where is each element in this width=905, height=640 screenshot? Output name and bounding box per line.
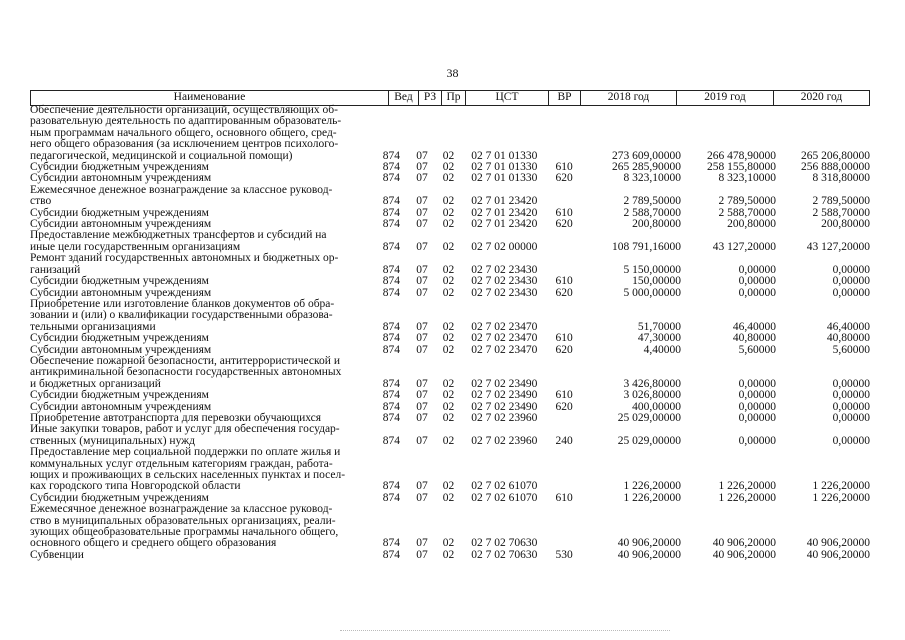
table-row <box>30 447 870 493</box>
row-pr: 02 <box>442 389 455 402</box>
row-2018: 1 226,20000 <box>623 480 681 493</box>
row-2020: 40 906,20000 <box>806 537 871 550</box>
row-name-line: ным программам начального общего, основного общего, сред- <box>30 126 337 139</box>
row-pr: 02 <box>442 195 455 208</box>
header-rz: РЗ <box>419 91 442 105</box>
row-rz: 07 <box>416 149 428 162</box>
table-row <box>30 550 870 561</box>
row-pr: 02 <box>442 149 455 162</box>
row-2019: 0,00000 <box>738 389 776 402</box>
row-pr: 02 <box>442 400 455 413</box>
row-2019: 0,00000 <box>738 411 776 424</box>
row-2019: 43 127,20000 <box>712 240 776 253</box>
row-cst: 02 7 02 23960 <box>471 434 538 447</box>
row-rz: 07 <box>416 332 428 345</box>
row-2020: 0,00000 <box>832 286 871 299</box>
row-ved: 874 <box>382 240 401 253</box>
row-2020: 40 906,20000 <box>806 548 871 561</box>
row-ved: 874 <box>382 172 401 185</box>
row-2020: 2 588,70000 <box>812 206 871 219</box>
row-name-line: тельными организациями <box>30 320 156 333</box>
row-rz: 07 <box>416 172 428 185</box>
row-2019: 0,00000 <box>738 286 776 299</box>
row-cst: 02 7 02 23960 <box>471 411 538 424</box>
row-name <box>30 230 381 253</box>
row-pr: 02 <box>442 286 455 299</box>
row-pr: 02 <box>442 434 455 447</box>
row-name-line: коммунальных услуг отдельным категориям граждан, работа- <box>30 457 333 470</box>
row-pr: 02 <box>442 411 455 424</box>
row-cst: 02 7 02 61070 <box>471 480 538 493</box>
row-pr: 02 <box>442 263 455 276</box>
row-ved: 874 <box>382 149 401 162</box>
row-2019: 2 588,70000 <box>718 206 776 219</box>
row-2019: 40 906,20000 <box>712 537 776 550</box>
row-rz: 07 <box>416 218 428 231</box>
row-pr: 02 <box>442 537 455 550</box>
row-cst: 02 7 02 23490 <box>471 377 538 390</box>
row-2019: 8 323,10000 <box>718 172 776 185</box>
row-rz: 07 <box>416 377 428 390</box>
row-2018: 51,70000 <box>637 320 681 333</box>
row-name <box>30 390 381 401</box>
row-2019: 0,00000 <box>738 434 776 447</box>
table-row <box>30 185 870 208</box>
row-2019: 0,00000 <box>738 400 776 413</box>
row-name-line: антикриминальной безопасности государственных автономных <box>30 366 342 379</box>
row-name-line: основного общего и среднего общего образования <box>30 537 277 550</box>
row-pr: 02 <box>442 343 455 356</box>
row-2018: 47,30000 <box>637 332 681 345</box>
row-2020: 5,60000 <box>832 343 871 356</box>
row-2018: 108 791,16000 <box>611 240 681 253</box>
row-2020: 1 226,20000 <box>812 480 871 493</box>
row-2018: 3 426,80000 <box>623 377 681 390</box>
table-row <box>30 356 870 390</box>
row-cst: 02 7 02 23470 <box>471 332 538 345</box>
row-vr: 620 <box>555 172 573 185</box>
row-ved: 874 <box>382 400 401 413</box>
row-2020: 256 888,00000 <box>801 161 871 174</box>
row-name-line: Субсидии автономным учреждениям <box>30 218 212 231</box>
header-vr: ВР <box>549 91 581 105</box>
row-vr: 610 <box>555 389 573 402</box>
table-row <box>30 276 870 287</box>
row-ved: 874 <box>382 377 401 390</box>
row-rz: 07 <box>416 195 428 208</box>
row-ved: 874 <box>382 195 401 208</box>
row-cst: 02 7 02 00000 <box>471 240 538 253</box>
row-pr: 02 <box>442 332 455 345</box>
row-2019: 46,40000 <box>732 320 776 333</box>
row-pr: 02 <box>442 218 455 231</box>
row-cst: 02 7 02 23490 <box>471 400 538 413</box>
row-2020: 0,00000 <box>832 275 871 288</box>
row-cst: 02 7 01 23420 <box>471 195 538 208</box>
row-vr: 610 <box>555 275 573 288</box>
header-ved: Вед <box>389 91 419 105</box>
row-name <box>30 185 381 208</box>
row-ved: 874 <box>382 263 401 276</box>
row-rz: 07 <box>416 548 428 561</box>
row-rz: 07 <box>416 161 428 174</box>
row-rz: 07 <box>416 480 428 493</box>
row-vr: 620 <box>555 286 573 299</box>
row-rz: 07 <box>416 263 428 276</box>
row-name <box>30 424 381 447</box>
row-rz: 07 <box>416 286 428 299</box>
row-2020: 265 206,80000 <box>801 149 871 162</box>
row-vr: 620 <box>555 400 573 413</box>
row-2019: 1 226,20000 <box>718 480 776 493</box>
row-name-line: него общего образования (за исключением центров психолого- <box>30 138 339 151</box>
row-2018: 2 588,70000 <box>623 206 681 219</box>
row-2020: 1 226,20000 <box>812 491 871 504</box>
row-cst: 02 7 02 70630 <box>471 537 538 550</box>
row-rz: 07 <box>416 411 428 424</box>
row-name-line: ганизаций <box>30 263 81 276</box>
row-cst: 02 7 02 23430 <box>471 275 538 288</box>
row-rz: 07 <box>416 537 428 550</box>
row-name-line: Иные закупки товаров, работ и услуг для обеспечения государ- <box>30 423 340 436</box>
row-pr: 02 <box>442 377 455 390</box>
row-2019: 0,00000 <box>738 377 776 390</box>
row-2020: 0,00000 <box>832 411 871 424</box>
row-name-line: разовательную деятельность по адаптированным образователь- <box>30 115 342 128</box>
header-2018: 2018 год <box>581 91 677 105</box>
header-name: Наименование <box>31 91 389 105</box>
row-ved: 874 <box>382 286 401 299</box>
scan-artifact <box>340 630 670 633</box>
row-name-line: Субсидии бюджетным учреждениям <box>30 161 209 174</box>
row-name-line: ство в муниципальных образовательных организациях, реали- <box>30 514 336 527</box>
row-2020: 40,80000 <box>826 332 871 345</box>
row-cst: 02 7 01 01330 <box>471 161 538 174</box>
row-2019: 258 155,80000 <box>706 161 776 174</box>
page-number: 38 <box>446 66 459 80</box>
row-rz: 07 <box>416 343 428 356</box>
row-2020: 8 318,80000 <box>812 172 871 185</box>
row-name-line: ственных (муниципальных) нужд <box>30 434 195 447</box>
row-pr: 02 <box>442 320 455 333</box>
table-row <box>30 504 870 550</box>
row-2018: 5 000,00000 <box>623 286 681 299</box>
row-2020: 46,40000 <box>826 320 871 333</box>
row-cst: 02 7 02 23470 <box>471 320 538 333</box>
table-row <box>30 299 870 333</box>
row-pr: 02 <box>442 240 455 253</box>
table-row <box>30 424 870 447</box>
row-name <box>30 504 381 550</box>
row-name-line: Предоставление межбюджетных трансфертов и субсидий на <box>30 229 327 242</box>
row-2018: 2 789,50000 <box>623 195 681 208</box>
row-ved: 874 <box>382 537 401 550</box>
row-cst: 02 7 02 23490 <box>471 389 538 402</box>
row-2020: 200,80000 <box>821 218 871 231</box>
row-pr: 02 <box>442 548 455 561</box>
row-2019: 200,80000 <box>727 218 776 231</box>
row-2020: 0,00000 <box>832 377 871 390</box>
row-name <box>30 253 381 276</box>
row-2020: 43 127,20000 <box>806 240 871 253</box>
row-rz: 07 <box>416 240 428 253</box>
row-ved: 874 <box>382 389 401 402</box>
row-name <box>30 276 381 287</box>
row-vr: 610 <box>555 491 573 504</box>
header-2020: 2020 год <box>800 91 843 103</box>
row-cst: 02 7 02 23430 <box>471 263 538 276</box>
row-name-line: зующих общеобразовательные программы начального общего, <box>30 526 339 539</box>
row-name-line: Ежемесячное денежное вознаграждение за классное руковод- <box>30 503 333 516</box>
row-name-line: педагогической, медицинской и социальной помощи) <box>30 149 293 162</box>
row-pr: 02 <box>442 491 455 504</box>
row-name-line: и бюджетных организаций <box>30 377 161 390</box>
row-name-line: Приобретение автотранспорта для перевозки обучающихся <box>30 411 322 424</box>
row-ved: 874 <box>382 218 401 231</box>
row-cst: 02 7 02 23430 <box>471 286 538 299</box>
row-vr: 610 <box>555 332 573 345</box>
row-2018: 150,00000 <box>632 275 681 288</box>
row-name-line: Субсидии автономным учреждениям <box>30 343 212 356</box>
row-name-line: Субсидии бюджетным учреждениям <box>30 389 209 402</box>
row-pr: 02 <box>442 480 455 493</box>
row-2019: 0,00000 <box>738 275 776 288</box>
row-name-line: Ремонт зданий государственных автономных и бюджетных ор- <box>30 252 339 265</box>
row-cst: 02 7 02 61070 <box>471 491 538 504</box>
row-ved: 874 <box>382 332 401 345</box>
row-cst: 02 7 01 23420 <box>471 206 538 219</box>
row-2018: 5 150,00000 <box>623 263 681 276</box>
row-name <box>30 356 381 390</box>
row-ved: 874 <box>382 275 401 288</box>
row-name-line: Субвенции <box>30 548 84 561</box>
row-2020: 0,00000 <box>832 400 871 413</box>
row-name <box>30 299 381 333</box>
row-2018: 273 609,00000 <box>611 149 681 162</box>
row-name-line: Субсидии бюджетным учреждениям <box>30 275 209 288</box>
row-vr: 610 <box>555 206 573 219</box>
row-name-line: Субсидии автономным учреждениям <box>30 286 212 299</box>
row-cst: 02 7 02 70630 <box>471 548 538 561</box>
row-rz: 07 <box>416 320 428 333</box>
row-name-line: Субсидии автономным учреждениям <box>30 172 212 185</box>
row-2018: 3 026,80000 <box>623 389 681 402</box>
row-cst: 02 7 01 01330 <box>471 172 538 185</box>
row-ved: 874 <box>382 343 401 356</box>
row-cst: 02 7 02 23470 <box>471 343 538 356</box>
row-name-line: ющих и проживающих в сельских населенных пунктах и посел- <box>30 469 346 481</box>
row-name-line: Обеспечение деятельности организаций, осуществляющих об- <box>30 104 338 116</box>
row-name <box>30 550 381 561</box>
row-vr: 530 <box>555 548 573 561</box>
row-ved: 874 <box>382 548 401 561</box>
row-name-line: ство <box>30 195 52 208</box>
row-2018: 265 285,90000 <box>611 161 681 174</box>
row-rz: 07 <box>416 400 428 413</box>
table-row <box>30 105 870 162</box>
table-row <box>30 390 870 401</box>
row-name-line: Субсидии автономным учреждениям <box>30 400 212 413</box>
row-ved: 874 <box>382 161 401 174</box>
row-2018: 40 906,20000 <box>617 548 681 561</box>
table-row <box>30 253 870 276</box>
row-cst: 02 7 01 01330 <box>471 149 538 162</box>
table-body <box>30 105 870 561</box>
row-2020: 0,00000 <box>832 389 871 402</box>
row-name-line: Предоставление мер социальной поддержки по оплате жилья и <box>30 446 341 459</box>
row-2019: 0,00000 <box>738 263 776 276</box>
row-pr: 02 <box>442 206 455 219</box>
table-row <box>30 230 870 253</box>
row-name-line: Субсидии бюджетным учреждениям <box>30 332 209 345</box>
row-cst: 02 7 01 23420 <box>471 218 538 231</box>
row-rz: 07 <box>416 491 428 504</box>
row-vr: 620 <box>555 343 573 356</box>
row-name-line: Субсидии бюджетным учреждениям <box>30 206 209 219</box>
row-ved: 874 <box>382 320 401 333</box>
row-vr: 610 <box>555 161 573 174</box>
row-pr: 02 <box>442 275 455 288</box>
row-2019: 1 226,20000 <box>718 491 776 504</box>
row-2020: 0,00000 <box>832 434 871 447</box>
row-name-line: ках городского типа Новгородской области <box>30 480 241 493</box>
row-name-line: Обеспечение пожарной безопасности, антитеррористической и <box>30 354 340 367</box>
row-2018: 25 029,00000 <box>617 411 681 424</box>
table-row <box>30 333 870 344</box>
row-rz: 07 <box>416 389 428 402</box>
row-name-line: Приобретение или изготовление бланков документов об обра- <box>30 297 335 310</box>
row-2020: 2 789,50000 <box>812 195 871 208</box>
row-2018: 4,40000 <box>643 343 681 356</box>
row-vr: 620 <box>555 218 573 231</box>
row-name-line: Ежемесячное денежное вознаграждение за классное руковод- <box>30 183 333 196</box>
row-2018: 40 906,20000 <box>617 537 681 550</box>
header-pr: Пр <box>442 91 466 105</box>
header-cst: ЦСТ <box>466 91 549 105</box>
row-ved: 874 <box>382 434 401 447</box>
row-2019: 40,80000 <box>732 332 776 345</box>
row-2018: 400,00000 <box>632 400 681 413</box>
row-rz: 07 <box>416 275 428 288</box>
row-name-line: Субсидии бюджетным учреждениям <box>30 491 209 504</box>
header-2019: 2019 год <box>677 91 774 105</box>
row-2018: 200,80000 <box>632 218 681 231</box>
row-rz: 07 <box>416 206 428 219</box>
row-name-line: иные цели государственным организациям <box>30 240 241 253</box>
row-2019: 2 789,50000 <box>718 195 776 208</box>
row-pr: 02 <box>442 161 455 174</box>
row-ved: 874 <box>382 480 401 493</box>
row-pr: 02 <box>442 172 455 185</box>
row-2019: 5,60000 <box>738 343 776 356</box>
row-rz: 07 <box>416 434 428 447</box>
row-2020: 0,00000 <box>832 263 871 276</box>
row-2018: 8 323,10000 <box>623 172 681 185</box>
row-2019: 40 906,20000 <box>712 548 776 561</box>
row-name <box>30 333 381 344</box>
row-2018: 1 226,20000 <box>623 491 681 504</box>
row-vr: 240 <box>555 434 573 447</box>
row-name <box>30 447 381 493</box>
row-name <box>30 105 381 162</box>
row-ved: 874 <box>382 491 401 504</box>
row-name-line: зовании и (или) о квалификации государственными образова- <box>30 309 333 322</box>
row-2019: 266 478,90000 <box>706 149 776 162</box>
row-2018: 25 029,00000 <box>617 434 681 447</box>
row-ved: 874 <box>382 206 401 219</box>
row-ved: 874 <box>382 411 401 424</box>
